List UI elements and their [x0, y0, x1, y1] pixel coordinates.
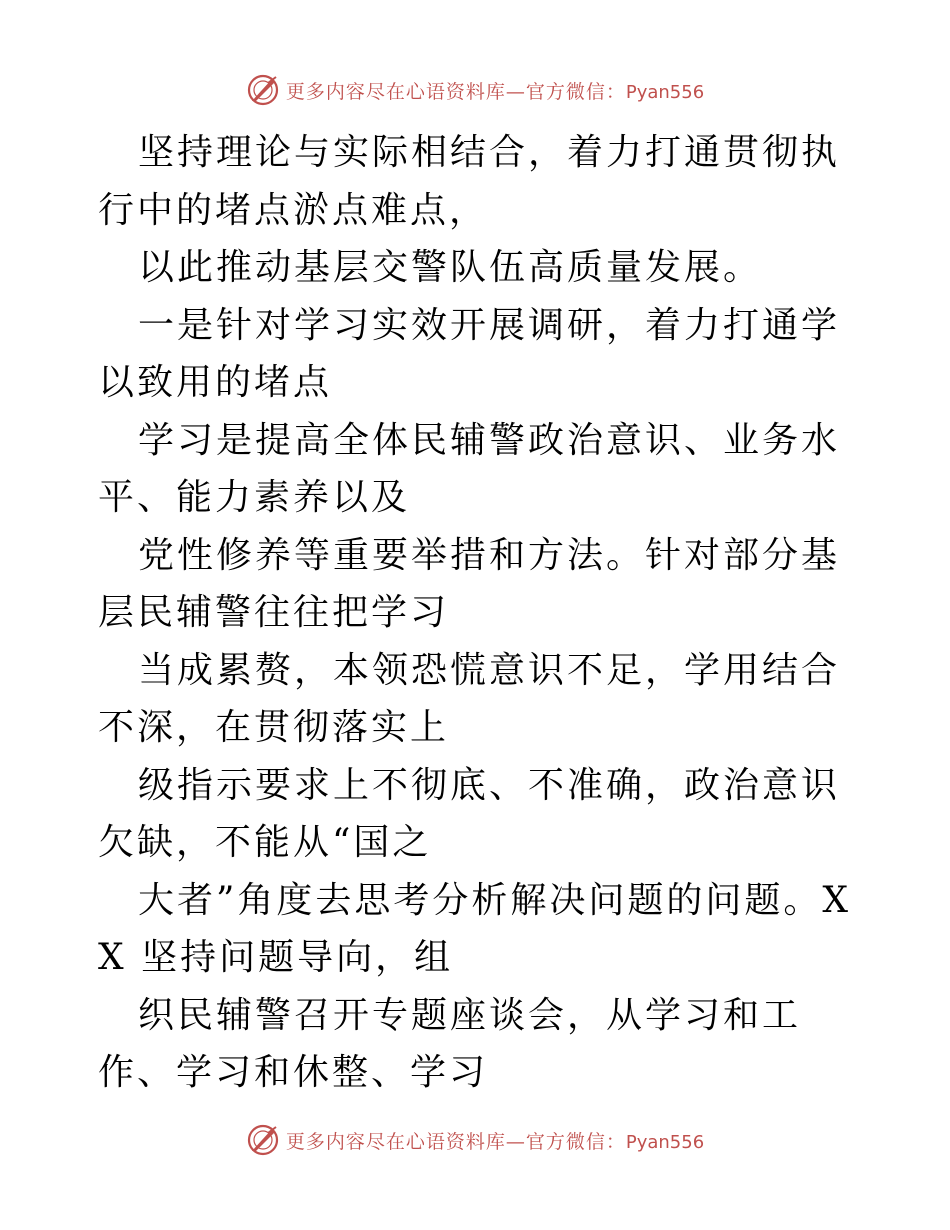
footer-site-label: 更多内容尽在心语资料库—官方微信： [285, 1130, 626, 1153]
header-wechat-id: Pyan556 [625, 81, 705, 103]
paragraph: 学习是提高全体民辅警政治意识、业务水平、能力素养以及 [98, 419, 841, 518]
quill-logo-icon [246, 73, 280, 107]
footer-site-text [286, 1127, 704, 1154]
paragraph: 织民辅警召开专题座谈会，从学习和工作、学习和休整、学习 [98, 994, 802, 1093]
paragraph: 党性修养等重要举措和方法。针对部分基层民辅警往往把学习 [98, 534, 841, 633]
paragraph: 级指示要求上不彻底、不准确，政治意识欠缺，不能从“国之 [98, 764, 841, 863]
paragraph: 当成累赘，本领恐慌意识不足，学用结合不深，在贯彻落实上 [98, 649, 841, 748]
header-site-label: 更多内容尽在心语资料库—官方微信： [285, 80, 626, 103]
footer-watermark [0, 1120, 950, 1160]
paragraph: 以此推动基层交警队伍高质量发展。 [138, 247, 763, 288]
document-body [98, 124, 854, 1102]
footer-wechat-id: Pyan556 [625, 1131, 705, 1153]
paragraph: 一是针对学习实效开展调研，着力打通学以致用的堵点 [98, 304, 841, 403]
header-watermark [0, 70, 950, 110]
header-site-text [286, 77, 704, 104]
paragraph: 大者”角度去思考分析解决问题的问题。XX 坚持问题导向，组 [98, 879, 852, 978]
paragraph: 坚持理论与实际相结合，着力打通贯彻执行中的堵点淤点难点， [98, 132, 841, 231]
quill-logo-icon [246, 1123, 280, 1157]
